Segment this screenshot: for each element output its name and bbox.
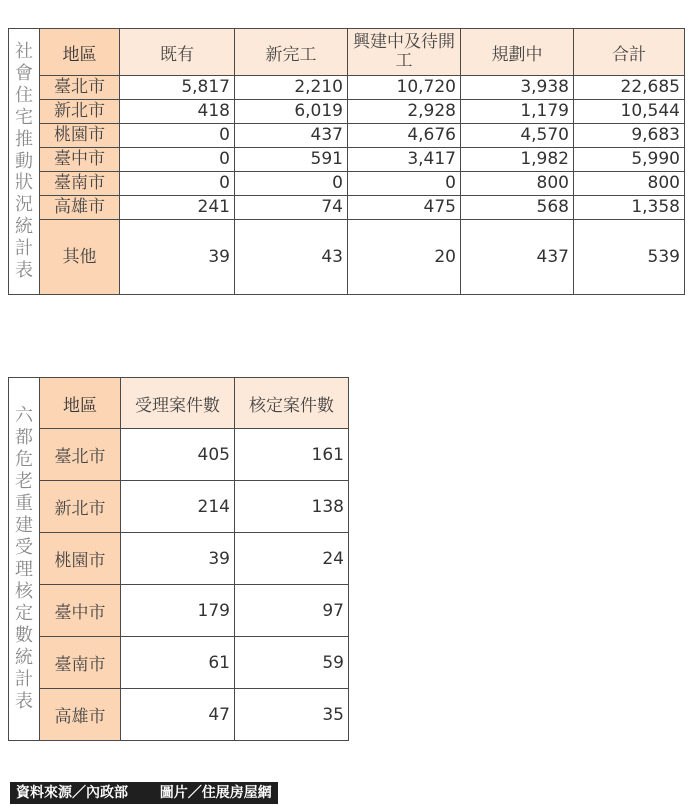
header-existing: 既有 bbox=[120, 29, 235, 76]
value-cell: 241 bbox=[120, 196, 235, 220]
value-cell: 39 bbox=[120, 220, 235, 295]
social-housing-table bbox=[8, 28, 685, 295]
value-cell: 1,358 bbox=[574, 196, 685, 220]
table-row bbox=[9, 196, 685, 220]
value-cell: 39 bbox=[121, 533, 235, 585]
table-row bbox=[9, 429, 349, 481]
value-cell: 4,570 bbox=[461, 124, 574, 148]
value-cell: 0 bbox=[120, 172, 235, 196]
value-cell: 10,720 bbox=[348, 76, 461, 100]
header-planning: 規劃中 bbox=[461, 29, 574, 76]
value-cell: 74 bbox=[235, 196, 348, 220]
header-under-construction: 興建中及待開工 bbox=[348, 29, 461, 76]
region-cell: 臺中市 bbox=[40, 148, 120, 172]
table-header-row bbox=[9, 378, 349, 429]
header-new-completed: 新完工 bbox=[235, 29, 348, 76]
region-cell: 新北市 bbox=[40, 100, 120, 124]
header-approved-cases: 核定案件數 bbox=[235, 378, 349, 429]
value-cell: 0 bbox=[348, 172, 461, 196]
table-row bbox=[9, 533, 349, 585]
value-cell: 591 bbox=[235, 148, 348, 172]
region-cell: 桃園市 bbox=[40, 124, 120, 148]
side-title: 社 會 住 宅 推 動 狀 況 統 計 表 bbox=[9, 29, 40, 295]
value-cell: 437 bbox=[461, 220, 574, 295]
value-cell: 138 bbox=[235, 481, 349, 533]
table-row bbox=[9, 148, 685, 172]
value-cell: 0 bbox=[120, 148, 235, 172]
side-title: 六 都 危 老 重 建 受 理 核 定 數 統 計 表 bbox=[9, 378, 40, 741]
value-cell: 437 bbox=[235, 124, 348, 148]
value-cell: 2,210 bbox=[235, 76, 348, 100]
region-cell: 臺中市 bbox=[40, 585, 121, 637]
image-credit: 圖片／住展房屋網 bbox=[159, 785, 272, 801]
table-row bbox=[9, 220, 685, 295]
table-row bbox=[9, 100, 685, 124]
source-text: 資料來源／內政部 bbox=[16, 785, 128, 801]
region-cell: 新北市 bbox=[40, 481, 121, 533]
value-cell: 568 bbox=[461, 196, 574, 220]
region-cell: 高雄市 bbox=[40, 196, 120, 220]
value-cell: 2,928 bbox=[348, 100, 461, 124]
dangerous-buildings-table bbox=[8, 377, 349, 741]
table-row bbox=[9, 637, 349, 689]
value-cell: 475 bbox=[348, 196, 461, 220]
value-cell: 59 bbox=[235, 637, 349, 689]
value-cell: 97 bbox=[235, 585, 349, 637]
header-region: 地區 bbox=[40, 378, 121, 429]
table-header-row bbox=[9, 29, 685, 76]
value-cell: 9,683 bbox=[574, 124, 685, 148]
region-cell: 其他 bbox=[40, 220, 120, 295]
value-cell: 418 bbox=[120, 100, 235, 124]
value-cell: 10,544 bbox=[574, 100, 685, 124]
value-cell: 0 bbox=[235, 172, 348, 196]
table-row bbox=[9, 585, 349, 637]
value-cell: 22,685 bbox=[574, 76, 685, 100]
region-cell: 臺南市 bbox=[40, 172, 120, 196]
region-cell: 臺北市 bbox=[40, 429, 121, 481]
header-region: 地區 bbox=[40, 29, 120, 76]
value-cell: 47 bbox=[121, 689, 235, 741]
value-cell: 800 bbox=[574, 172, 685, 196]
region-cell: 高雄市 bbox=[40, 689, 121, 741]
region-cell: 臺北市 bbox=[40, 76, 120, 100]
region-cell: 臺南市 bbox=[40, 637, 121, 689]
value-cell: 35 bbox=[235, 689, 349, 741]
table-row bbox=[9, 689, 349, 741]
value-cell: 4,676 bbox=[348, 124, 461, 148]
table-row bbox=[9, 481, 349, 533]
value-cell: 3,417 bbox=[348, 148, 461, 172]
header-total: 合計 bbox=[574, 29, 685, 76]
value-cell: 3,938 bbox=[461, 76, 574, 100]
value-cell: 20 bbox=[348, 220, 461, 295]
table-row bbox=[9, 76, 685, 100]
value-cell: 0 bbox=[120, 124, 235, 148]
value-cell: 405 bbox=[121, 429, 235, 481]
value-cell: 43 bbox=[235, 220, 348, 295]
value-cell: 1,982 bbox=[461, 148, 574, 172]
region-cell: 桃園市 bbox=[40, 533, 121, 585]
value-cell: 5,817 bbox=[120, 76, 235, 100]
source-footer bbox=[10, 782, 278, 804]
value-cell: 539 bbox=[574, 220, 685, 295]
value-cell: 6,019 bbox=[235, 100, 348, 124]
value-cell: 61 bbox=[121, 637, 235, 689]
value-cell: 5,990 bbox=[574, 148, 685, 172]
header-received-cases: 受理案件數 bbox=[121, 378, 235, 429]
value-cell: 214 bbox=[121, 481, 235, 533]
value-cell: 1,179 bbox=[461, 100, 574, 124]
value-cell: 161 bbox=[235, 429, 349, 481]
table-row bbox=[9, 124, 685, 148]
table-row bbox=[9, 172, 685, 196]
value-cell: 179 bbox=[121, 585, 235, 637]
value-cell: 800 bbox=[461, 172, 574, 196]
value-cell: 24 bbox=[235, 533, 349, 585]
